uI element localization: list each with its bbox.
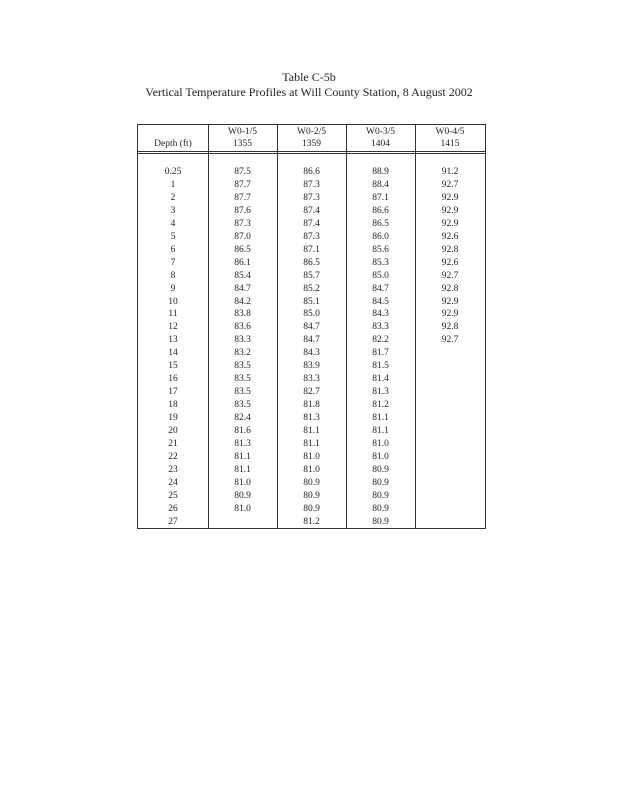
temperature-cell: 85.0 [303,309,320,320]
table-row [138,439,485,452]
temperature-cell: 87.6 [234,205,251,216]
table-row [138,219,485,232]
table-row [138,426,485,439]
temperature-cell: 86.5 [234,244,251,255]
header-divider [138,153,485,154]
column-header-name: W0-1/5 [227,127,258,137]
header-divider [138,151,485,152]
depth-cell: 21 [168,438,178,449]
depth-cell: 15 [168,361,178,372]
depth-cell: 13 [168,335,178,346]
temperature-cell: 92.7 [441,270,459,281]
temperature-cell: 87.1 [303,244,320,255]
temperature-cell: 81.2 [303,516,320,527]
temperature-cell: 85.3 [372,257,389,268]
depth-cell: 20 [168,426,178,436]
depth-header: Depth (ft) [154,139,192,149]
temperature-cell: 81.1 [372,413,389,424]
temperature-cell: 85.1 [303,296,320,307]
temperature-cell: 88.4 [372,179,389,190]
temperature-cell: 83.3 [372,322,389,333]
temperature-cell: 81.6 [234,426,251,436]
temperature-cell: 86.5 [303,257,320,268]
temperature-cell: 81.1 [303,438,320,449]
temperature-cell: 86.0 [372,231,389,242]
temperature-cell: 83.2 [234,348,251,359]
temperature-cell: 84.7 [372,283,389,294]
temperature-cell: 81.1 [234,451,251,462]
depth-cell: 16 [168,374,178,385]
temperature-cell: 81.1 [234,464,251,475]
temperature-cell: 86.1 [234,257,251,268]
temperature-cell: 80.9 [303,477,320,488]
depth-cell: 10 [168,296,178,307]
temperature-cell: 84.7 [303,322,320,333]
table-title: Table C-5b [282,70,336,84]
table-row [138,491,485,504]
temperature-cell: 81.0 [234,503,251,514]
temperature-cell: 81.1 [372,426,389,436]
temperature-cell: 87.0 [234,231,251,242]
temperature-cell: 84.7 [303,335,320,346]
temperature-cell: 92.9 [441,205,459,216]
temperature-cell: 83.3 [234,335,251,346]
temperature-cell: 81.2 [372,400,389,411]
temperature-cell: 81.0 [303,464,320,475]
temperature-cell: 87.3 [303,179,320,190]
temperature-cell: 80.9 [372,477,389,488]
temperature-cell: 92.9 [441,218,459,229]
depth-cell: 8 [170,270,176,281]
temperature-cell: 81.0 [303,451,320,462]
temperature-cell: 81.5 [372,361,389,372]
temperature-cell: 87.4 [303,205,320,216]
temperature-cell: 92.9 [441,296,459,307]
temperature-cell: 87.1 [372,192,389,203]
temperature-cell: 87.4 [303,218,320,229]
temperature-cell: 92.7 [441,179,459,190]
depth-cell: 7 [170,257,176,268]
depth-cell: 9 [170,283,176,294]
temperature-cell: 84.5 [372,296,389,307]
temperature-cell: 80.9 [234,490,251,501]
temperature-cell: 83.5 [234,374,251,385]
temperature-cell: 92.7 [441,335,459,346]
temperature-cell: 81.8 [303,400,320,411]
temperature-cell: 87.7 [234,179,251,190]
temperature-cell: 92.6 [441,231,459,242]
depth-cell: 27 [168,516,178,527]
depth-cell: 4 [170,218,176,229]
temperature-cell: 82.2 [372,335,389,346]
table-row [138,413,485,426]
temperature-cell: 85.6 [372,244,389,255]
temperature-cell: 83.3 [303,374,320,385]
temperature-cell: 83.5 [234,387,251,398]
depth-cell: 2 [170,192,176,203]
depth-cell: 1 [170,179,176,190]
temperature-cell: 85.7 [303,270,320,281]
temperature-cell: 87.3 [303,231,320,242]
temperature-cell: 87.3 [303,192,320,203]
temperature-cell: 80.9 [303,490,320,501]
depth-cell: 3 [170,205,176,216]
temperature-cell: 81.3 [372,387,389,398]
temperature-cell: 80.9 [303,503,320,514]
table-row [138,232,485,245]
temperature-cell: 81.4 [372,374,389,385]
temperature-cell: 83.8 [234,309,251,320]
table-row [138,504,485,517]
table-row [138,335,485,348]
table-row [138,258,485,271]
temperature-cell: 83.5 [234,361,251,372]
temperature-cell: 82.7 [303,387,320,398]
temperature-cell: 92.8 [441,322,459,333]
temperature-cell: 87.7 [234,192,251,203]
temperature-cell: 83.9 [303,361,320,372]
table-row [138,206,485,219]
table-row [138,517,485,530]
temperature-cell: 80.9 [372,503,389,514]
table-row [138,452,485,465]
temperature-cell: 92.9 [441,309,459,320]
temperature-cell: 81.0 [372,451,389,462]
depth-cell: 12 [168,322,178,333]
temperature-cell: 92.9 [441,192,459,203]
depth-cell: 22 [168,451,178,462]
table-row [138,348,485,361]
temperature-cell: 81.3 [234,438,251,449]
table-row [138,322,485,335]
temperature-cell: 85.2 [303,283,320,294]
temperature-cell: 87.3 [234,218,251,229]
depth-cell: 18 [168,400,178,411]
temperature-cell: 84.3 [303,348,320,359]
temperature-cell: 81.1 [303,426,320,436]
column-header-time: 1359 [302,139,321,149]
depth-cell: 23 [168,464,178,475]
depth-cell: 17 [168,387,178,398]
table-row [138,167,485,180]
column-header-time: 1404 [371,139,390,149]
depth-cell: 11 [168,309,178,320]
table-row [138,245,485,258]
depth-cell: 25 [168,490,178,501]
table-row [138,465,485,478]
temperature-table [137,124,486,529]
table-row [138,478,485,491]
depth-cell: 24 [168,477,178,488]
temperature-cell: 92.8 [441,244,459,255]
table-subtitle: Vertical Temperature Profiles at Will County Station, 8 August 2002 [145,85,473,99]
temperature-cell: 84.3 [372,309,389,320]
temperature-cell: 84.7 [234,283,251,294]
table-row [138,271,485,284]
temperature-cell: 81.0 [372,438,389,449]
temperature-cell: 83.6 [234,322,251,333]
temperature-cell: 86.6 [303,167,320,177]
table-row [138,284,485,297]
column-header-name: W0-2/5 [296,127,327,137]
table-row [138,297,485,310]
temperature-cell: 84.2 [234,296,251,307]
temperature-cell: 86.6 [372,205,389,216]
temperature-cell: 87.5 [234,167,251,177]
depth-cell: 0.25 [164,167,182,177]
temperature-cell: 80.9 [372,464,389,475]
temperature-cell: 88.9 [372,167,389,177]
temperature-cell: 91.2 [441,167,459,177]
table-row [138,374,485,387]
temperature-cell: 85.0 [372,270,389,281]
depth-cell: 5 [170,231,176,242]
temperature-cell: 81.3 [303,413,320,424]
column-header-time: 1355 [233,139,252,149]
depth-cell: 14 [168,348,178,359]
temperature-cell: 81.0 [234,477,251,488]
depth-cell: 6 [170,244,176,255]
table-row [138,400,485,413]
temperature-cell: 82.4 [234,413,251,424]
temperature-cell: 85.4 [234,270,251,281]
temperature-cell: 92.8 [441,283,459,294]
table-row [138,193,485,206]
temperature-cell: 80.9 [372,490,389,501]
depth-cell: 19 [168,413,178,424]
temperature-cell: 81.7 [372,348,389,359]
depth-cell: 26 [168,503,178,514]
temperature-cell: 92.6 [441,257,459,268]
temperature-cell: 86.5 [372,218,389,229]
table-row [138,361,485,374]
column-header-name: W0-4/5 [435,127,465,137]
table-row [138,180,485,193]
temperature-cell: 83.5 [234,400,251,411]
column-header-name: W0-3/5 [365,127,396,137]
table-row [138,309,485,322]
temperature-cell: 80.9 [372,516,389,527]
table-row [138,387,485,400]
column-header-time: 1415 [440,139,460,149]
